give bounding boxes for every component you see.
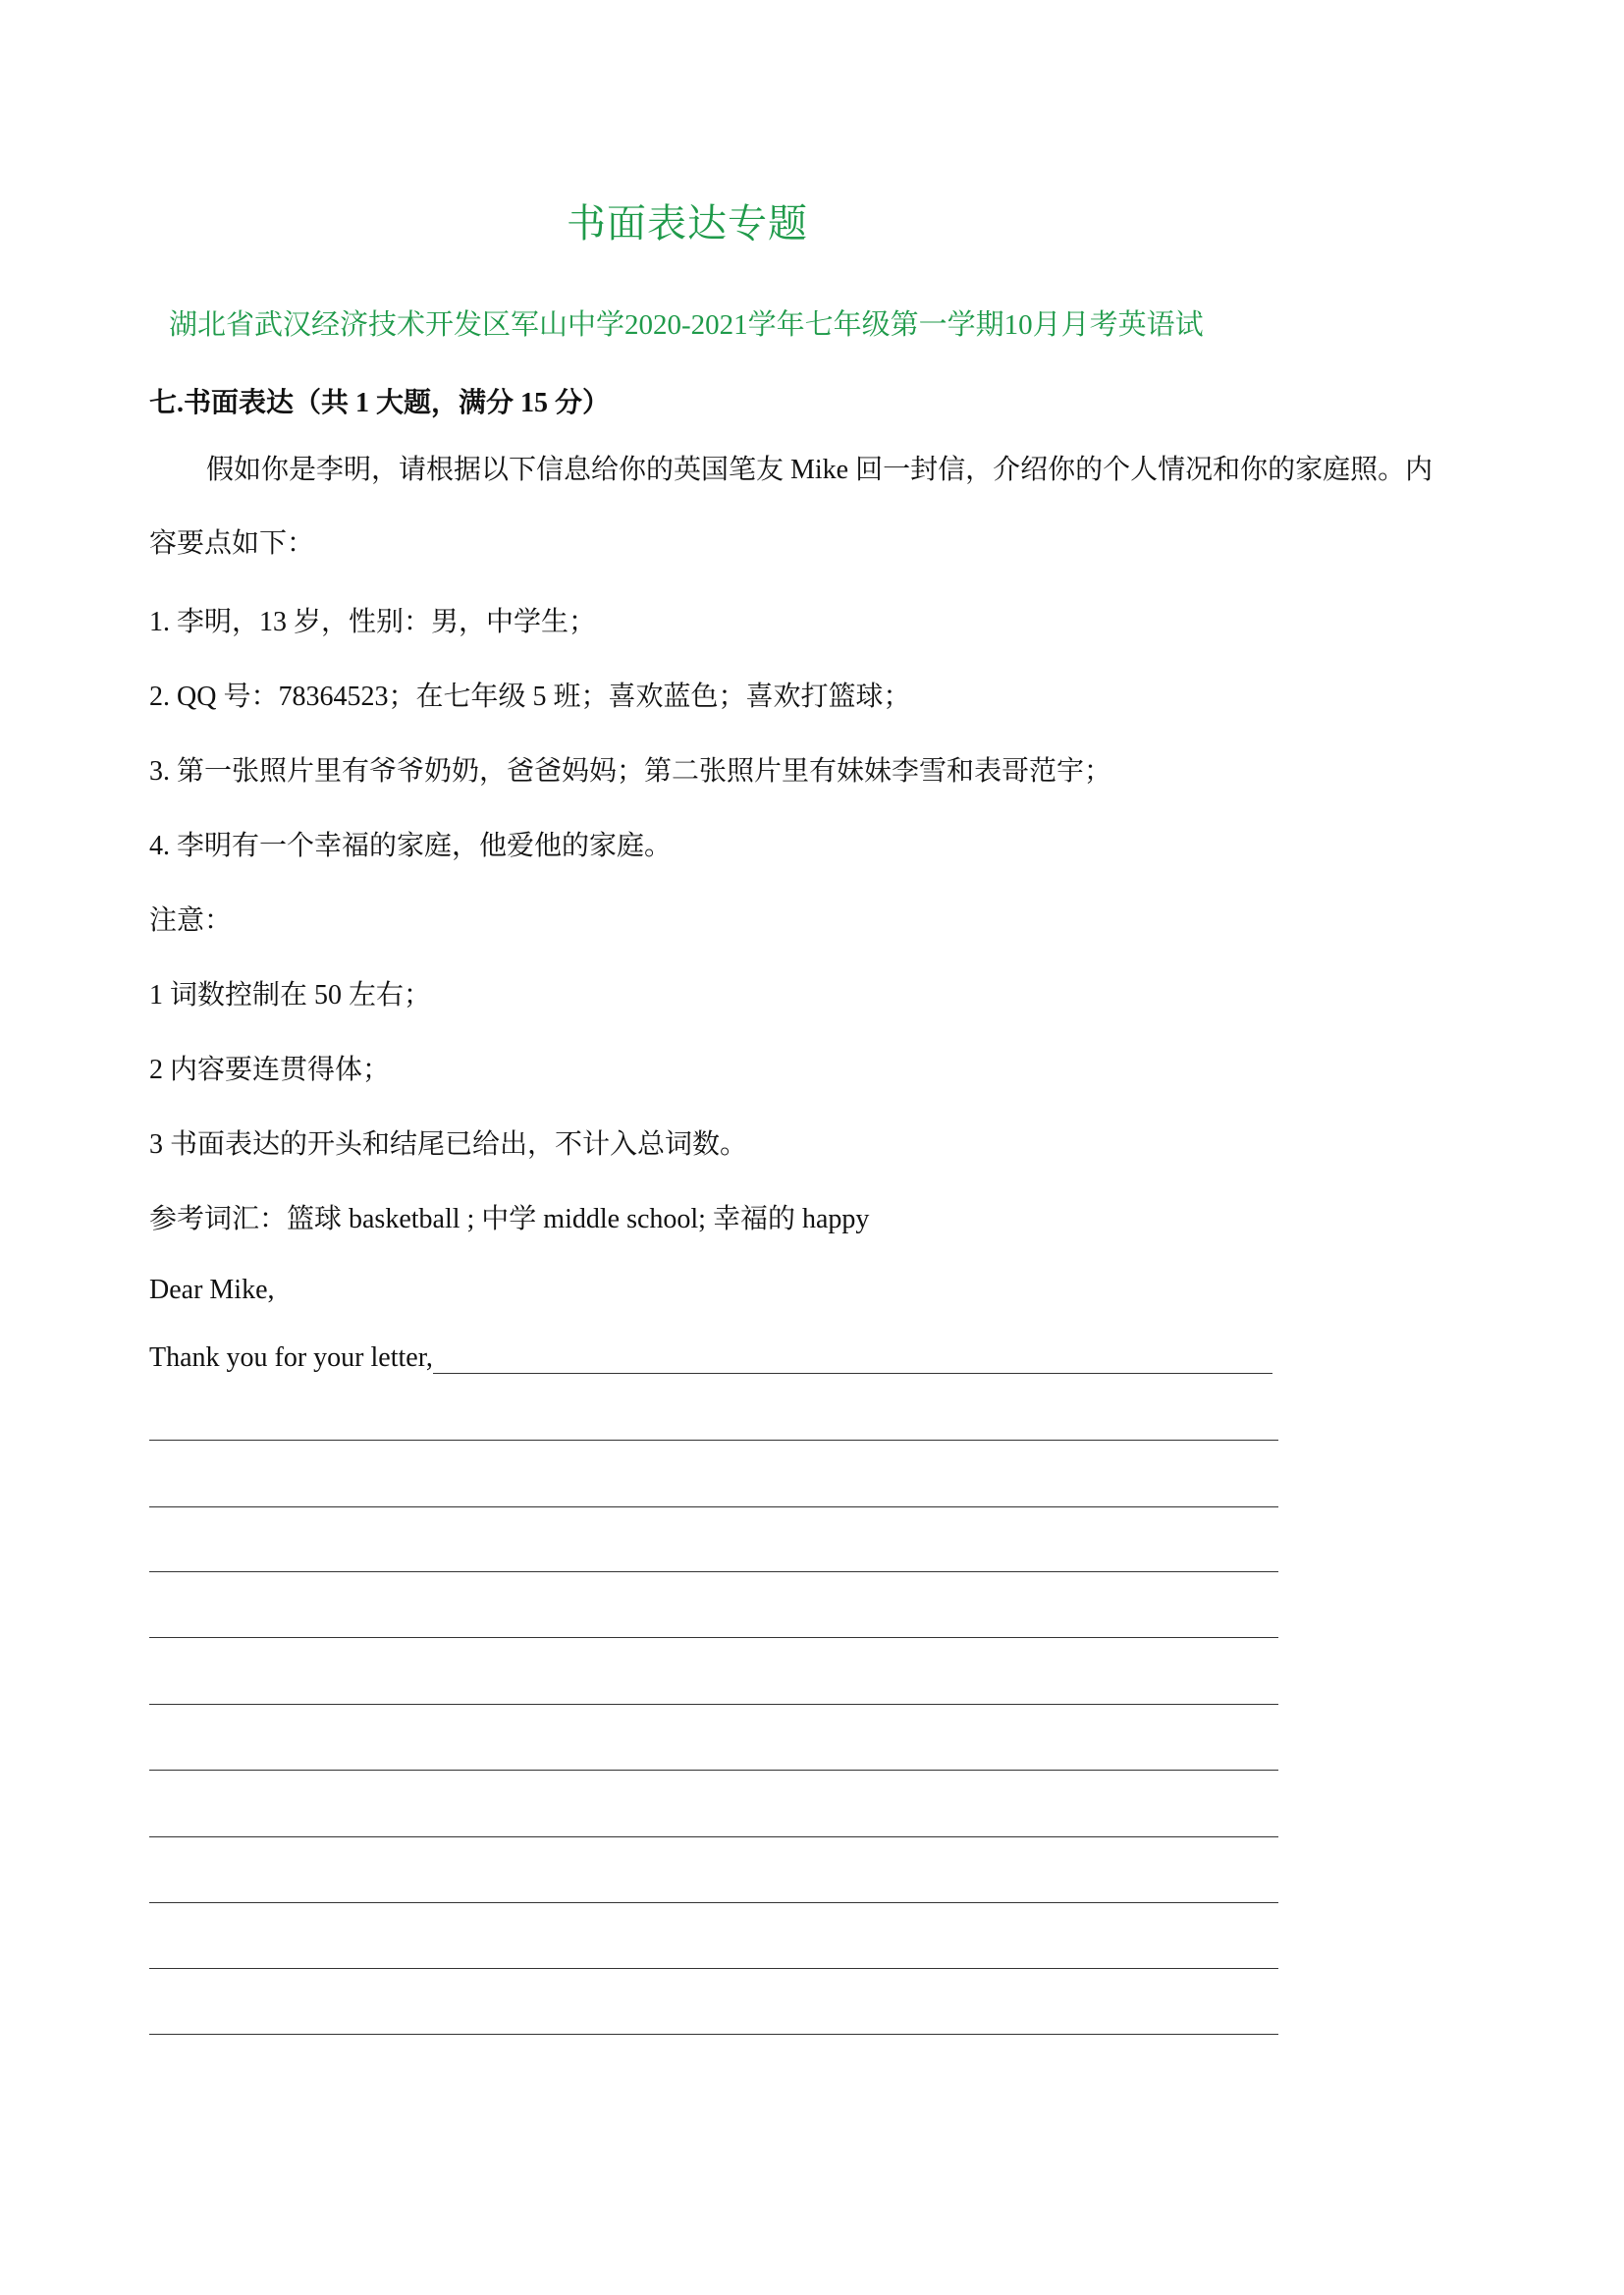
writing-line[interactable] bbox=[149, 1770, 1278, 1771]
writing-line[interactable] bbox=[149, 1571, 1278, 1572]
point-2: 2. QQ 号：78364523；在七年级 5 班；喜欢蓝色；喜欢打篮球； bbox=[149, 682, 911, 712]
writing-line[interactable] bbox=[149, 1637, 1278, 1638]
letter-greeting: Dear Mike, bbox=[149, 1275, 275, 1305]
note-1: 1 词数控制在 50 左右； bbox=[149, 980, 432, 1011]
writing-line[interactable] bbox=[149, 2034, 1278, 2035]
letter-first-line bbox=[149, 1341, 1272, 1374]
exam-source: 湖北省武汉经济技术开发区军山中学2020-2021学年七年级第一学期10月月考英语试 bbox=[169, 309, 1204, 341]
point-3: 3. 第一张照片里有爷爷奶奶，爸爸妈妈；第二张照片里有妹妹李雪和表哥范宇； bbox=[149, 756, 1112, 787]
point-1: 1. 李明，13 岁，性别：男，中学生； bbox=[149, 607, 597, 637]
intro-line-2: 容要点如下： bbox=[149, 528, 315, 559]
notes-heading: 注意： bbox=[149, 905, 233, 936]
writing-line[interactable] bbox=[149, 1968, 1278, 1969]
note-3: 3 书面表达的开头和结尾已给出，不计入总词数。 bbox=[149, 1129, 748, 1160]
intro-line-1: 假如你是李明，请根据以下信息给你的英国笔友 Mike 回一封信，介绍你的个人情况和你的家庭照。内 bbox=[206, 455, 1434, 485]
writing-line[interactable] bbox=[149, 1902, 1278, 1903]
vocabulary-hint: 参考词汇：篮球 basketball ; 中学 middle school; 幸福的 happy bbox=[149, 1204, 870, 1234]
writing-line[interactable] bbox=[149, 1440, 1278, 1441]
writing-line[interactable] bbox=[149, 1506, 1278, 1507]
writing-line[interactable] bbox=[149, 1836, 1278, 1837]
note-2: 2 内容要连贯得体； bbox=[149, 1055, 391, 1085]
answer-blank[interactable] bbox=[433, 1341, 1272, 1374]
writing-line[interactable] bbox=[149, 1704, 1278, 1705]
letter-first-line-text: Thank you for your letter, bbox=[149, 1342, 433, 1373]
section-heading: 七.书面表达（共 1 大题，满分 15 分） bbox=[149, 388, 611, 418]
point-4: 4. 李明有一个幸福的家庭，他爱他的家庭。 bbox=[149, 831, 673, 861]
page-title: 书面表达专题 bbox=[567, 201, 808, 246]
